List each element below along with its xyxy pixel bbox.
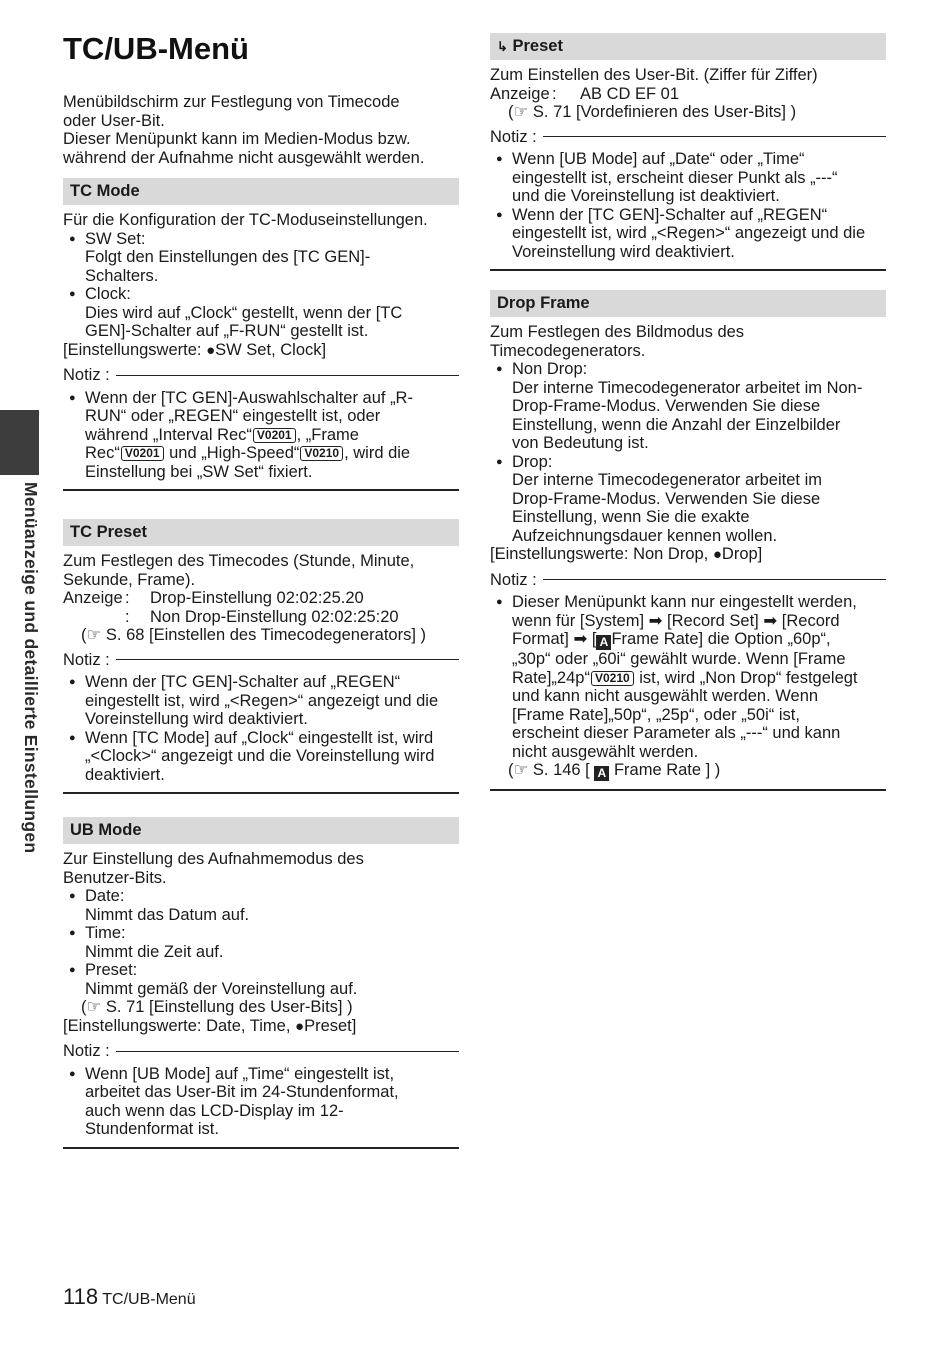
section-heading	[490, 33, 886, 60]
reference-text: S. 146 [	[532, 761, 595, 779]
note-text: ● Wenn [UB Mode] auf „Time“ eingestellt ist,	[63, 1065, 459, 1084]
setting-values	[63, 1017, 459, 1037]
option-label: ● SW Set:	[63, 230, 459, 249]
page-reference[interactable]	[490, 103, 886, 122]
values-text: [Einstellungswerte: Date, Time,	[63, 1016, 296, 1035]
display-row	[490, 85, 886, 104]
option-text: Dies wird auf „Clock“ gestellt, wenn der [TC	[85, 303, 403, 322]
note-fragment: [Record	[777, 611, 840, 630]
option-text: GEN]-Schalter auf „F-RUN“ gestellt ist.	[85, 322, 369, 340]
section-heading-label: Preset	[512, 37, 563, 55]
section-drop-frame	[490, 290, 886, 791]
note-text: nicht ausgewählt werden.	[512, 742, 699, 761]
page-reference[interactable]	[63, 626, 459, 645]
note-fragment: [Record Set]	[662, 611, 764, 630]
note-divider	[543, 136, 886, 137]
arrow-right-icon: ➡	[573, 630, 588, 648]
note-label: Notiz :	[63, 1042, 110, 1060]
note-text: Einstellung bei „SW Set“ fixiert.	[85, 462, 313, 481]
option-text: Folgt den Einstellungen des [TC GEN]-	[85, 248, 371, 266]
note-text: ● Wenn der [TC GEN]-Schalter auf „REGEN“	[490, 206, 886, 225]
intro-line: Menübildschirm zur Festlegung von Timecode	[63, 93, 400, 111]
note-divider	[116, 659, 459, 660]
section-description: Zum Festlegen des Timecodes (Stunde, Minute,	[63, 552, 415, 570]
version-badge: V0210	[591, 671, 634, 686]
arrow-right-icon: ➡	[763, 611, 778, 630]
display-label: Anzeige	[490, 84, 550, 103]
display-colon: :	[125, 607, 130, 626]
note-text	[63, 444, 459, 463]
intro-line: oder User-Bit.	[63, 111, 165, 130]
note-header	[63, 1042, 459, 1061]
reference-icon: (☞	[508, 761, 529, 779]
note-body	[63, 673, 459, 784]
note-text	[490, 630, 886, 650]
note-label: Notiz :	[490, 570, 537, 589]
reference-icon: (☞	[508, 103, 529, 121]
note-text	[63, 426, 459, 445]
page-title: TC/UB-Menü	[63, 31, 249, 66]
note-body	[490, 593, 886, 781]
section-description: Timecodegenerators.	[490, 341, 646, 360]
note-divider	[543, 579, 886, 580]
note-text	[490, 612, 886, 631]
section-heading: UB Mode	[63, 817, 459, 844]
default-marker-icon: ●	[295, 1017, 305, 1035]
option-text: Drop-Frame-Modus. Verwenden Sie diese	[512, 397, 821, 415]
section-heading: TC Preset	[63, 519, 459, 546]
option-text: Nimmt das Datum auf.	[85, 905, 250, 924]
note-text: und die Voreinstellung ist deaktiviert.	[512, 187, 780, 205]
reference-icon: (☞	[81, 626, 102, 644]
note-body	[490, 150, 886, 261]
option-text: Nimmt die Zeit auf.	[85, 942, 224, 961]
note-text: auch wenn das LCD-Display im 12-	[85, 1101, 344, 1120]
display-colon: :	[125, 589, 130, 607]
option-text: Einstellung, wenn die Anzahl der Einzelbilder	[512, 415, 841, 434]
values-text: SW Set, Clock]	[215, 340, 327, 359]
note-text: „<Clock>“ angezeigt und die Voreinstellung wird	[85, 747, 435, 765]
note-header	[63, 651, 459, 670]
section-tc-preset	[63, 519, 459, 794]
note-fragment: ist, wird „Non Drop“ festgelegt	[634, 668, 858, 687]
version-badge: V0201	[253, 428, 296, 443]
display-value: AB CD EF 01	[580, 84, 680, 103]
version-badge: V0201	[121, 446, 164, 461]
option-label: ● Clock:	[63, 285, 459, 304]
section-preset	[490, 33, 886, 271]
camera-mode-a-icon: A	[594, 766, 609, 781]
page-reference[interactable]	[490, 761, 886, 781]
display-label: Anzeige	[63, 589, 123, 607]
section-description: Zum Einstellen des User-Bit. (Ziffer für Ziffer)	[490, 66, 818, 84]
note-fragment: und „High-Speed“	[164, 444, 300, 462]
note-text: RUN“ oder „REGEN“ eingestellt ist, oder	[85, 407, 381, 425]
section-heading: TC Mode	[63, 178, 459, 205]
option-text: von Bedeutung ist.	[512, 434, 649, 452]
section-description: Zum Festlegen des Bildmodus des	[490, 323, 745, 341]
page-footer	[63, 1284, 196, 1310]
note-text: Voreinstellung wird deaktiviert.	[512, 242, 735, 261]
setting-values	[63, 341, 459, 361]
note-divider	[116, 375, 459, 376]
option-label: ● Date:	[63, 887, 459, 906]
note-fragment: , „Frame	[296, 425, 359, 444]
note-label: Notiz :	[63, 366, 110, 384]
option-label: ● Drop:	[490, 453, 886, 472]
camera-mode-a-icon: A	[596, 635, 611, 650]
display-value: Non Drop-Einstellung 02:02:25:20	[150, 607, 399, 626]
display-value: Drop-Einstellung 02:02:25.20	[150, 589, 364, 607]
note-text: und kann nicht ausgewählt werden. Wenn	[512, 687, 819, 705]
note-text: [Frame Rate]„50p“, „25p“, oder „50i“ ist,	[512, 705, 800, 724]
page-reference[interactable]	[63, 998, 459, 1017]
section-description: Benutzer-Bits.	[63, 868, 167, 887]
note-fragment: während „Interval Rec“	[85, 425, 252, 444]
default-marker-icon: ●	[712, 546, 722, 563]
values-text: [Einstellungswerte:	[63, 340, 207, 359]
option-text: Der interne Timecodegenerator arbeitet im Non-	[512, 378, 863, 397]
note-fragment: wenn für [System]	[512, 611, 649, 630]
section-divider	[490, 269, 886, 271]
note-text: deaktiviert.	[85, 765, 165, 784]
side-section-label: Menüanzeige und detaillierte Einstellungen	[21, 482, 41, 854]
intro-line: Dieser Menüpunkt kann im Medien-Modus bzw.	[63, 130, 411, 148]
option-label: ● Time:	[63, 924, 459, 943]
note-fragment: Rec“	[85, 444, 120, 462]
display-row	[63, 589, 459, 608]
option-label: ● Preset:	[63, 961, 459, 980]
note-divider	[116, 1051, 459, 1052]
display-colon: :	[552, 84, 557, 103]
note-header	[490, 571, 886, 590]
section-divider	[63, 792, 459, 794]
note-label: Notiz :	[490, 127, 537, 146]
note-fragment: Format]	[512, 630, 574, 648]
note-text: ● Dieser Menüpunkt kann nur eingestellt werden,	[490, 593, 886, 612]
note-text: ● Wenn [UB Mode] auf „Date“ oder „Time“	[490, 150, 886, 169]
version-badge: V0210	[300, 446, 343, 461]
reference-icon: (☞	[81, 998, 102, 1016]
note-body	[63, 1065, 459, 1139]
note-text: erscheint dieser Parameter als „---“ und kann	[512, 724, 841, 742]
note-text: „30p“ oder „60i“ gewählt wurde. Wenn [Frame	[512, 650, 846, 668]
option-text: Schalters.	[85, 266, 159, 285]
note-label: Notiz :	[63, 650, 110, 669]
default-marker-icon: ●	[206, 341, 216, 359]
section-divider	[63, 489, 459, 491]
reference-text: Frame Rate ] )	[609, 761, 721, 779]
section-divider	[490, 789, 886, 791]
note-header	[490, 128, 886, 147]
page-number: 118	[63, 1284, 99, 1309]
section-tc-mode	[63, 178, 459, 491]
note-text: ● Wenn [TC Mode] auf „Clock“ eingestellt ist, wird	[63, 729, 459, 748]
note-header	[63, 366, 459, 385]
section-heading: Drop Frame	[490, 290, 886, 317]
option-text: Nimmt gemäß der Voreinstellung auf.	[85, 979, 358, 998]
setting-values	[490, 545, 886, 565]
reference-text: S. 71 [Einstellung des User-Bits] )	[105, 998, 353, 1016]
note-text: eingestellt ist, erscheint dieser Punkt als „---“	[512, 168, 838, 187]
section-divider	[63, 1147, 459, 1149]
values-text: Drop]	[721, 545, 763, 563]
side-tab-marker	[0, 410, 39, 475]
display-row	[63, 608, 459, 627]
option-text: Einstellung, wenn Sie die exakte	[512, 508, 750, 526]
note-fragment: Rate]„24p“	[512, 668, 590, 687]
section-description: Zur Einstellung des Aufnahmemodus des	[63, 850, 364, 868]
values-text: [Einstellungswerte: Non Drop,	[490, 545, 713, 563]
note-text: eingestellt ist, wird „<Regen>“ angezeigt und die	[512, 224, 866, 242]
option-text: Drop-Frame-Modus. Verwenden Sie diese	[512, 489, 821, 508]
note-text: arbeitet das User-Bit im 24-Stundenformat,	[85, 1083, 399, 1101]
note-text: Stundenformat ist.	[85, 1120, 219, 1138]
reference-text: S. 68 [Einstellen des Timecodegenerators] )	[105, 626, 426, 644]
footer-label: TC/UB-Menü	[102, 1291, 196, 1308]
note-text: ● Wenn der [TC GEN]-Schalter auf „REGEN“	[63, 673, 459, 692]
note-text: Voreinstellung wird deaktiviert.	[85, 710, 308, 728]
values-text: Preset]	[304, 1016, 357, 1035]
note-text: ● Wenn der [TC GEN]-Auswahlschalter auf „R-	[63, 389, 459, 408]
option-text: Der interne Timecodegenerator arbeitet im	[512, 471, 822, 489]
note-fragment: [	[587, 630, 597, 648]
section-ub-mode	[63, 817, 459, 1149]
note-fragment: , wird die	[344, 444, 411, 462]
section-description: Sekunde, Frame).	[63, 570, 196, 589]
sub-item-arrow-icon: ↳	[497, 39, 508, 54]
arrow-right-icon: ➡	[648, 611, 663, 630]
option-label: ● Non Drop:	[490, 360, 886, 379]
note-text	[490, 669, 886, 688]
intro-paragraph	[63, 93, 459, 167]
intro-line: während der Aufnahme nicht ausgewählt werden.	[63, 148, 425, 167]
note-fragment: Frame Rate] die Option „60p“,	[611, 630, 831, 648]
note-body	[63, 389, 459, 482]
reference-text: S. 71 [Vordefinieren des User-Bits] )	[532, 103, 797, 121]
note-text: eingestellt ist, wird „<Regen>“ angezeigt und die	[85, 691, 439, 710]
option-text: Aufzeichnungsdauer kennen wollen.	[512, 526, 778, 545]
section-description: Für die Konfiguration der TC-Moduseinstellungen.	[63, 211, 428, 229]
